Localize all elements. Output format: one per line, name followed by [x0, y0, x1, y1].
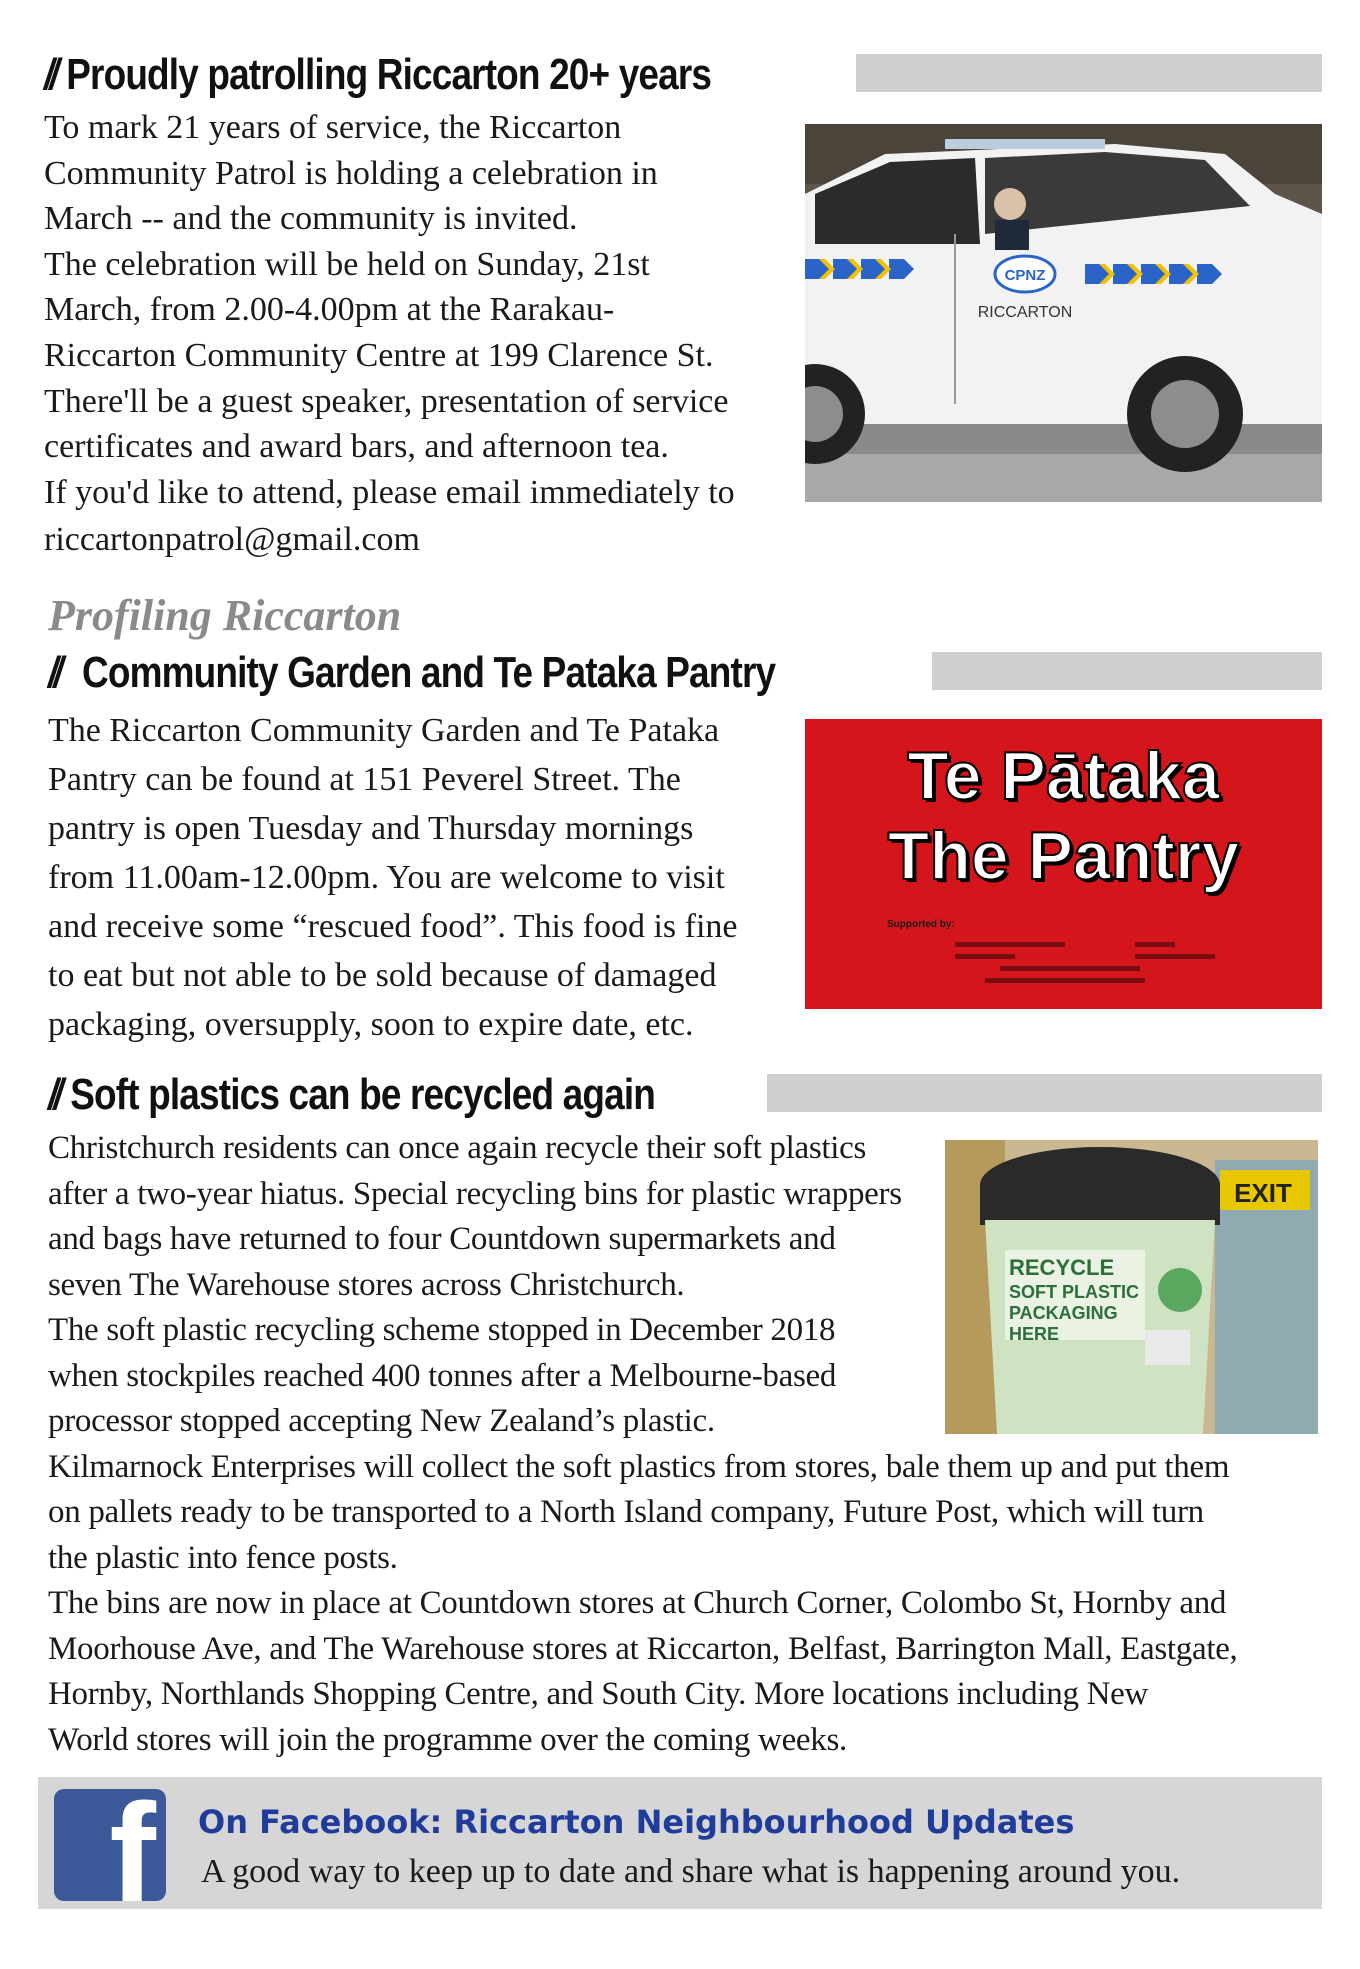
section-heading: // Community Garden and Te Pataka Pantry — [48, 648, 776, 697]
pantry-sign-line2: The Pantry — [887, 818, 1240, 894]
recycling-bin-photo — [945, 1140, 1318, 1434]
svg-text:PACKAGING: PACKAGING — [1009, 1303, 1118, 1323]
patrol-car-photo — [805, 124, 1322, 502]
section-kicker: Profiling Riccarton — [48, 591, 402, 640]
double-slash-icon: // — [44, 50, 55, 99]
facebook-page-link[interactable]: On Facebook: Riccarton Neighbourhood Updates — [198, 1803, 1075, 1841]
patrol-car-illustration — [805, 124, 1322, 502]
section-heading: // Proudly patrolling Riccarton 20+ years — [44, 50, 712, 99]
svg-text:RECYCLE: RECYCLE — [1009, 1255, 1115, 1280]
article-body: The Riccarton Community Garden and Te Pataka Pantry can be found at 151 Peverel Street. The pantry is open Tuesday and Thursday mornings from 11.00am-12.00pm. You are welcome to visit and receive some “rescued food”. This food is fine to eat but not able to be sold because of damaged packaging, oversupply, soon to expire date, etc. — [48, 712, 738, 1043]
email-link[interactable]: riccartonpatrol@gmail.com — [44, 521, 420, 559]
article-body: To mark 21 years of service, the Riccarton Community Patrol is holding a celebration in March -- and the community is invited. The celebration will be held on Sunday, 21st March, from 2.00-4.00pm at the Rarakau- Riccarton Community Centre at 199 Clarence St. There'll be a guest speaker, presentation of service certificates and award bars, and afternoon tea. If you'd like to attend, please email immediately to riccartonpatrol@gmail.com — [44, 105, 735, 563]
recycling-bin-illustration — [945, 1140, 1318, 1434]
pantry-sign-image — [805, 719, 1322, 1009]
svg-text:HERE: HERE — [1009, 1324, 1060, 1344]
svg-text:CPNZ: CPNZ — [1004, 267, 1046, 284]
facebook-tagline: A good way to keep up to date and share what is happening around you. — [201, 1853, 1181, 1890]
section-heading: // Soft plastics can be recycled again — [48, 1070, 656, 1119]
heading-bar — [767, 1074, 1322, 1112]
heading-bar — [856, 54, 1322, 92]
sponsor-list-graphic — [805, 934, 1322, 1004]
facebook-banner — [38, 1777, 1322, 1909]
article-body: Christchurch residents can once again recycle their soft plastics after a two-year hiatus. Special recycling bins for plastic wrappers and bags have returned to four Countdown supermarkets and seven The Warehouse stores across Christchurch. The soft plastic recycling scheme stopped in December 2018 when stockpiles reached 400 tonnes after a Melbourne-based processor stopped accepting New Zealand’s plastic. Kilmarnock Enterprises will collect the soft plastics from stores, bale them up and put them on pallets ready to be transported to a North Island company, Future Post, which will turn the plastic into fence posts. The bins are now in place at Countdown stores at Church Corner, Colombo St, Hornby and Moorhouse Ave, and The Warehouse stores at Riccarton, Belfast, Barrington Mall, Eastgate, Hornby, Northlands Shopping Centre, and South City. More locations including New World stores will join the programme over the coming weeks. — [48, 1130, 1238, 1758]
svg-text:RICCARTON: RICCARTON — [977, 304, 1073, 321]
double-slash-icon: // — [48, 648, 59, 697]
pantry-sign-line1: Te Pātaka — [907, 738, 1220, 814]
svg-text:EXIT: EXIT — [1234, 1178, 1292, 1208]
supported-by-label: Supported by: — [887, 919, 955, 930]
svg-text:SOFT PLASTIC: SOFT PLASTIC — [1009, 1282, 1139, 1302]
heading-bar — [932, 652, 1322, 690]
facebook-icon[interactable]: f — [54, 1789, 166, 1901]
double-slash-icon: // — [48, 1070, 59, 1119]
